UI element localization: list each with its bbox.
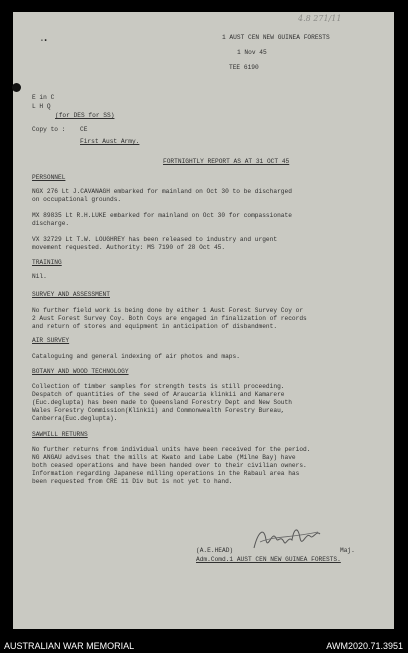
copy-to-1: CE	[80, 126, 88, 133]
copy-to-2: First Aust Army.	[80, 138, 140, 145]
punch-hole	[12, 83, 21, 92]
body-line: and return of stores and equipment in anticipation of disbandment.	[32, 323, 278, 330]
body-line: Wales Forestry Commission(Klinkii) and Commonwealth Forestry Bureau,	[32, 407, 285, 414]
body-line: Information regarding Japanese milling operations in the Rabaul area has	[32, 470, 300, 477]
signatory-rank: Maj.	[340, 547, 355, 554]
section-heading-air-survey: AIR SURVEY	[32, 337, 70, 344]
address-line-2: L H Q	[32, 103, 51, 110]
body-line: No further field work is being done by either 1 Aust Forest Survey Coy or	[32, 307, 304, 314]
body-line: (Euc.deglupta) has been made to Queensland Forestry Dept and New South	[32, 399, 292, 406]
body-line: been requested from CRE 11 Div but is not yet to hand.	[32, 478, 233, 485]
signatory-name: (A.E.HEAD)	[196, 547, 234, 554]
unit-header: 1 AUST CEN NEW GUINEA FORESTS	[222, 34, 330, 41]
address-line-1: E in C	[32, 94, 55, 101]
footer-left: AUSTRALIAN WAR MEMORIAL	[4, 641, 135, 651]
section-heading-survey: SURVEY AND ASSESSMENT	[32, 291, 110, 298]
address-line-3: (for DES for SS)	[55, 112, 115, 119]
body-line: discharge.	[32, 220, 70, 227]
body-line: Nil.	[32, 273, 47, 280]
body-line: both ceased operations and have been handed over to their civilian owners.	[32, 462, 307, 469]
body-line: on occupational grounds.	[32, 196, 122, 203]
body-line: No further returns from individual units have been received for the period.	[32, 446, 311, 453]
body-line: Cataloguing and general indexing of air photos and maps.	[32, 353, 240, 360]
handwritten-signature	[250, 520, 324, 554]
tick-mark: -•	[40, 37, 48, 44]
body-line: Despatch of quantities of the seed of Araucaria klinkii and Kamarere	[32, 391, 285, 398]
report-title: FORTNIGHTLY REPORT AS AT 31 OCT 45	[163, 158, 290, 165]
section-heading-training: TRAINING	[32, 259, 62, 266]
footer-right: AWM2020.71.3951	[326, 641, 403, 651]
body-line: NGX 276 Lt J.CAVANAGH embarked for mainland on Oct 30 to be discharged	[32, 188, 292, 195]
section-heading-botany: BOTANY AND WOOD TECHNOLOGY	[32, 368, 129, 375]
body-line: NG ANGAU advises that the mills at Kwato and Labe Labe (Milne Bay) have	[32, 454, 296, 461]
body-line: MX 89835 Lt R.H.LUKE embarked for mainland on Oct 30 for compassionate	[32, 212, 292, 219]
copy-to-label: Copy to :	[32, 126, 66, 133]
body-line: movement requested. Authority: MS 7190 of 28 Oct 45.	[32, 244, 226, 251]
section-heading-personnel: PERSONNEL	[32, 174, 66, 181]
body-line: Canberra(Euc.deglupta).	[32, 415, 118, 422]
body-line: Collection of timber samples for strength tests is still proceeding.	[32, 383, 285, 390]
signatory-title: Adm.Comd.1 AUST CEN NEW GUINEA FORESTS.	[196, 556, 341, 563]
section-heading-sawmill: SAWMILL RETURNS	[32, 431, 88, 438]
body-line: VX 32729 Lt T.W. LOUGHREY has been released to industry and urgent	[32, 236, 278, 243]
body-line: 2 Aust Forest Survey Coy. Both Coys are engaged in finalization of records	[32, 315, 307, 322]
letter-date: 1 Nov 45	[237, 49, 267, 56]
pencil-annotation: 4.8 271/11	[298, 14, 342, 23]
reference-number: TEE 6190	[229, 64, 259, 71]
